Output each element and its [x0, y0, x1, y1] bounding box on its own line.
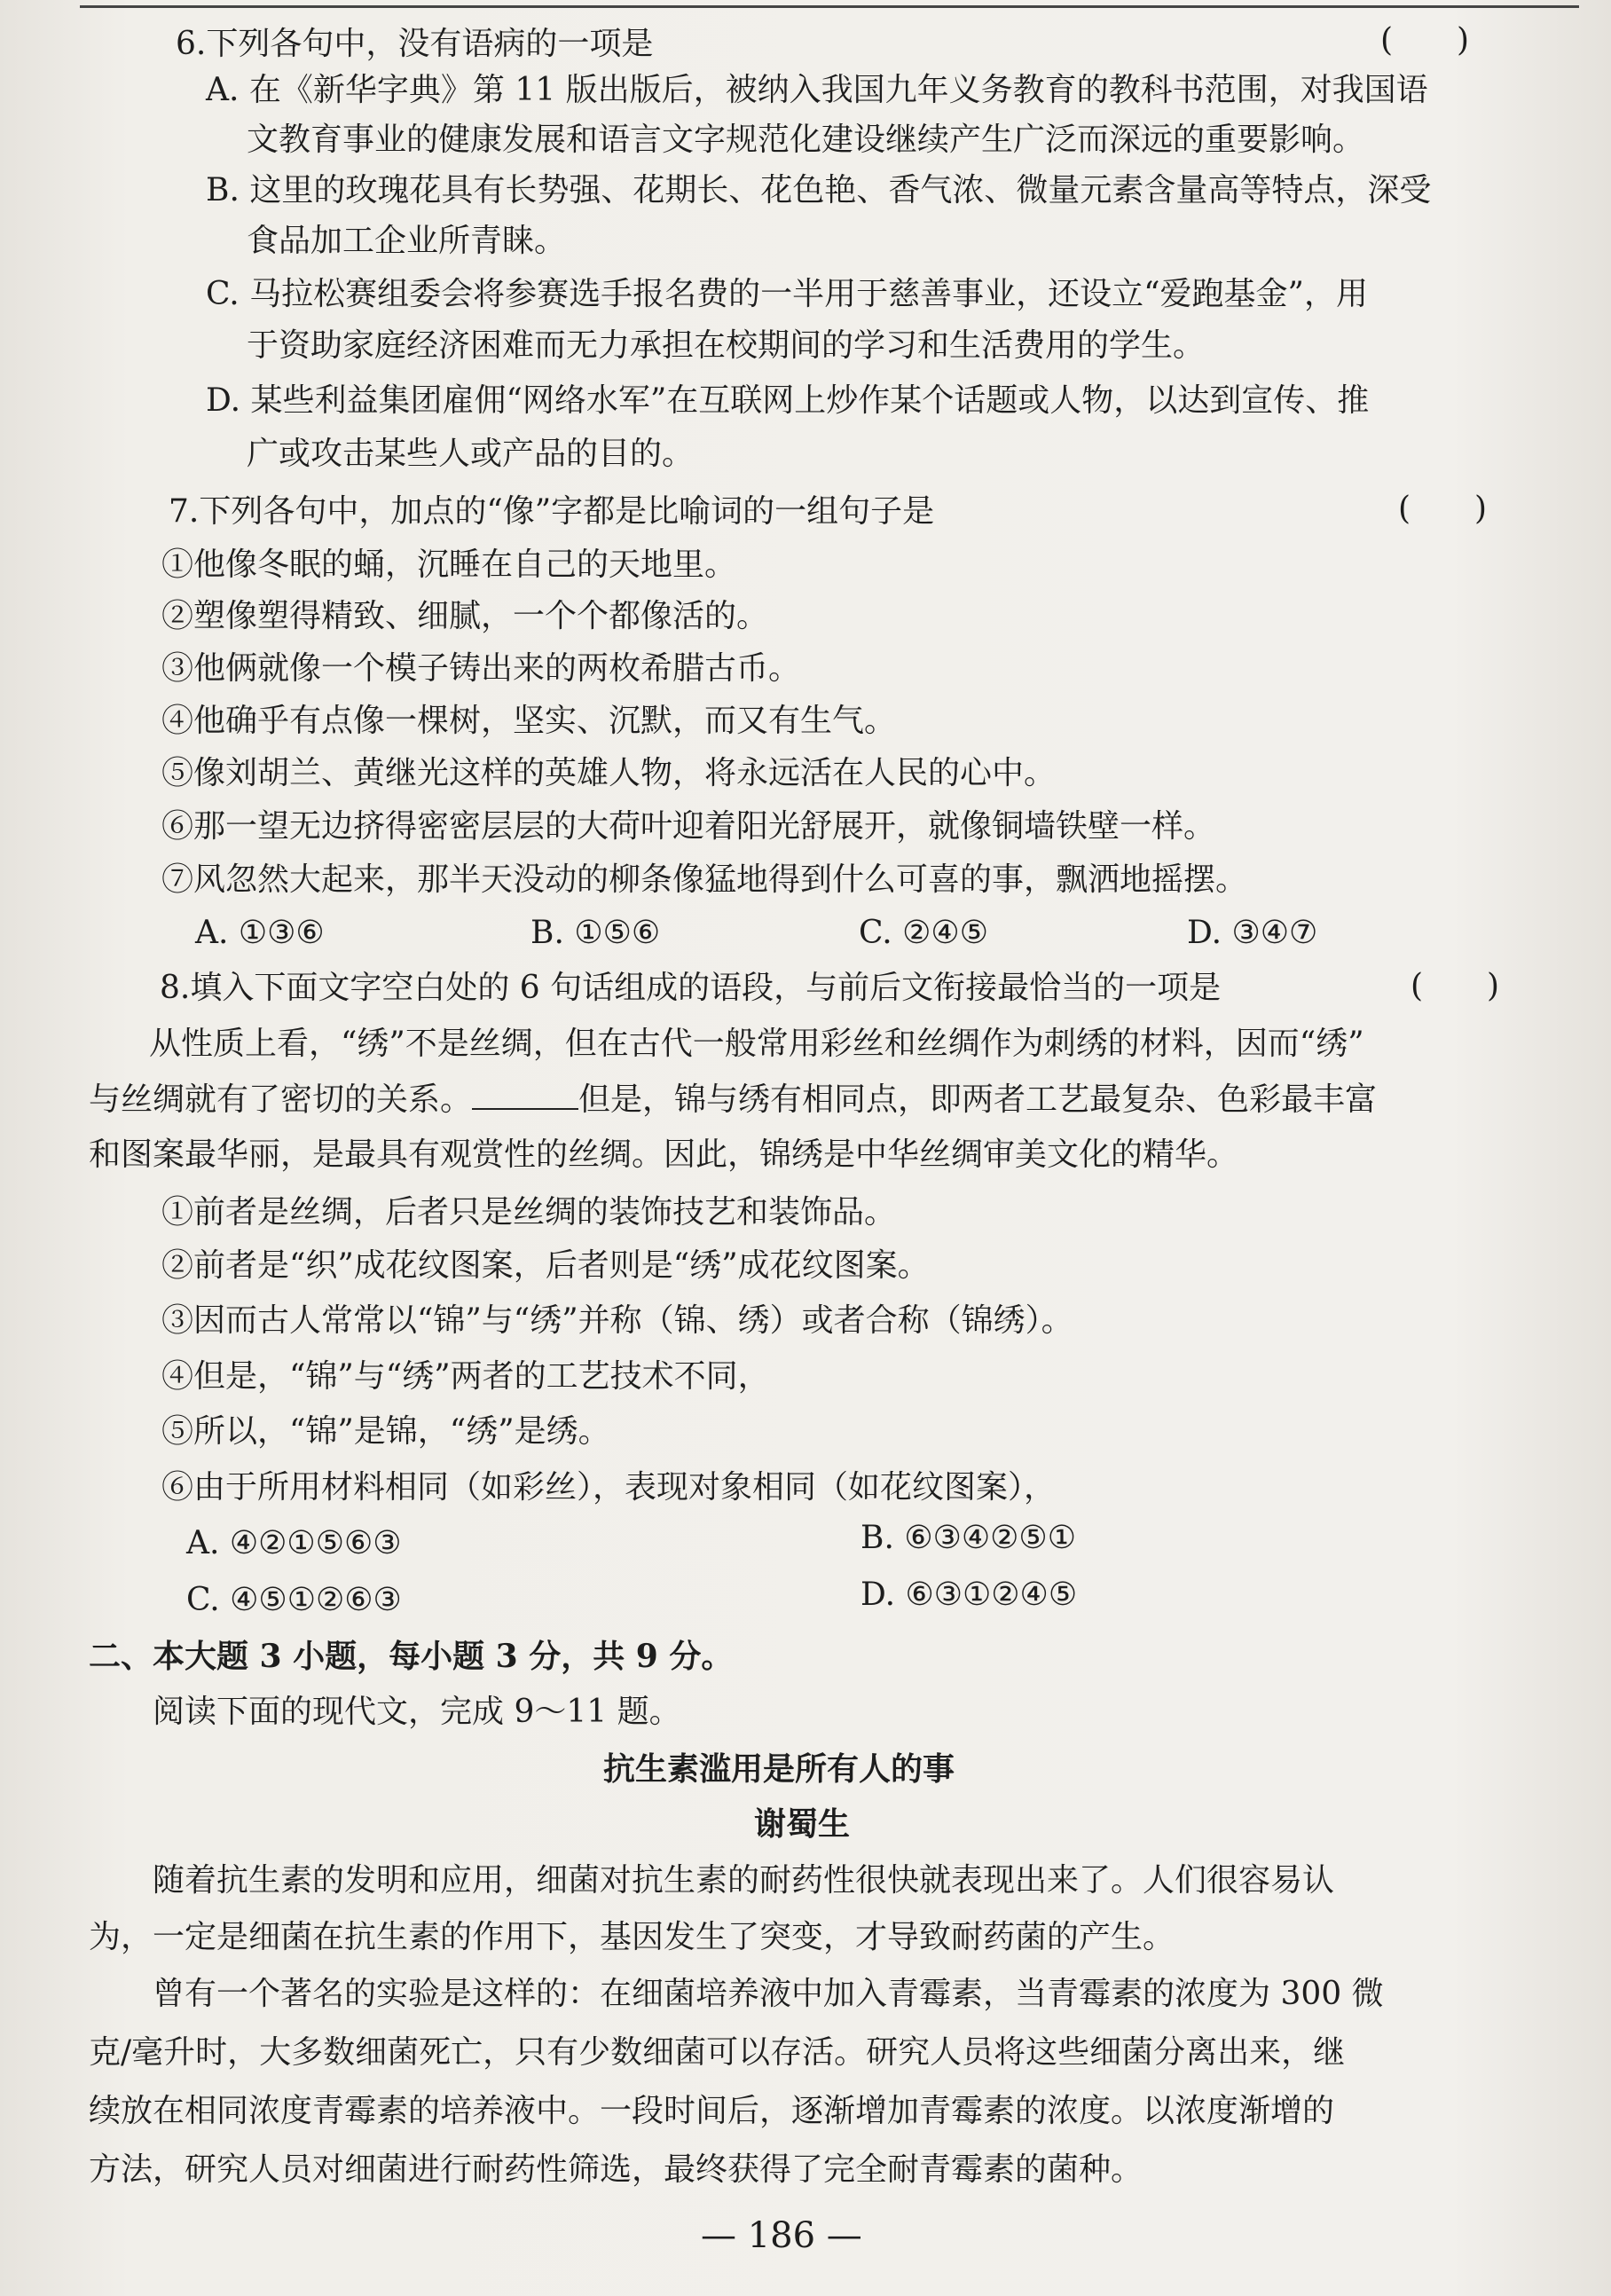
q6-option-b-line2: 食品加工企业所青睐。 [247, 223, 567, 259]
article-author: 谢蜀生 [754, 1805, 851, 1843]
q8-option-d: D. ⑥③①②④⑤ [861, 1577, 1078, 1613]
article-title: 抗生素滥用是所有人的事 [603, 1750, 955, 1788]
q8-option-c: C. ④⑤①②⑥③ [186, 1582, 402, 1618]
article-line-6: 方法，研究人员对细菌进行耐药性筛选，最终获得了完全耐青霉素的菌种。 [89, 2151, 1143, 2188]
q8-passage-line3: 和图案最华丽，是最具有观赏性的丝绸。因此，锦绣是中华丝绸审美文化的精华。 [89, 1136, 1239, 1173]
q7-sentence-6: ⑥那一望无边挤得密密层层的大荷叶迎着阳光舒展开，就像铜墙铁壁一样。 [161, 808, 1216, 845]
article-line-2: 为，一定是细菌在抗生素的作用下，基因发生了突变，才导致耐药菌的产生。 [89, 1919, 1175, 1955]
q7-answer-paren: ( ) [1398, 491, 1488, 527]
q6-stem: 6.下列各句中，没有语病的一项是 [176, 26, 654, 62]
q7-option-b: B. ①⑤⑥ [530, 915, 661, 951]
q7-sentence-3: ③他俩就像一个模子铸出来的两枚希腊古币。 [161, 650, 801, 687]
q6-option-d-line1: D. 某些利益集团雇佣“网络水军”在互联网上炒作某个话题或人物，以达到宣传、推 [206, 382, 1370, 419]
q8-sentence-3: ③因而古人常常以“锦”与“绣”并称（锦、绣）或者合称（锦绣）。 [161, 1302, 1073, 1339]
q7-option-a: A. ①③⑥ [195, 915, 325, 951]
q8-sentence-1: ①前者是丝绸，后者只是丝绸的装饰技艺和装饰品。 [161, 1194, 897, 1231]
q7-sentence-1: ①他像冬眠的蛹，沉睡在自己的天地里。 [161, 546, 737, 583]
q8-blank [472, 1081, 578, 1110]
q8-option-b: B. ⑥③④②⑤① [861, 1520, 1076, 1556]
q7-sentence-7: ⑦风忽然大起来，那半天没动的柳条像猛地得到什么可喜的事，飘洒地摇摆。 [161, 861, 1248, 898]
article-line-5: 续放在相同浓度青霉素的培养液中。一段时间后，逐渐增加青霉素的浓度。以浓度渐增的 [89, 2093, 1335, 2129]
article-line-3: 曾有一个著名的实验是这样的：在细菌培养液中加入青霉素，当青霉素的浓度为 300 微 [153, 1976, 1384, 2012]
q8-passage-line2-before: 与丝绸就有了密切的关系。 [89, 1081, 473, 1118]
q7-option-d: D. ③④⑦ [1187, 915, 1318, 951]
q8-passage-line2-after: 但是，锦与绣有相同点，即两者工艺最复杂、色彩最丰富 [578, 1081, 1378, 1118]
q8-answer-paren: ( ) [1411, 968, 1500, 1004]
q8-sentence-4: ④但是，“锦”与“绣”两者的工艺技术不同， [161, 1358, 770, 1395]
article-line-1: 随着抗生素的发明和应用，细菌对抗生素的耐药性很快就表现出来了。人们很容易认 [153, 1862, 1335, 1899]
article-line-4: 克/毫升时，大多数细菌死亡，只有少数细菌可以存活。研究人员将这些细菌分离出来，继 [89, 2034, 1346, 2071]
q8-passage-line2 [89, 1081, 1377, 1120]
q6-option-c-line2: 于资助家庭经济困难而无力承担在校期间的学习和生活费用的学生。 [247, 327, 1206, 364]
q7-sentence-2: ②塑像塑得精致、细腻，一个个都像活的。 [161, 598, 769, 634]
q7-stem: 7.下列各句中，加点的“像”字都是比喻词的一组句子是 [169, 493, 935, 530]
q8-passage-line1: 从性质上看，“绣”不是丝绸，但在古代一般常用彩丝和丝绸作为刺绣的材料，因而“绣” [149, 1026, 1364, 1062]
section-2-heading: 二、本大题 3 小题，每小题 3 分，共 9 分。 [89, 1638, 734, 1675]
q6-option-a-line1: A. 在《新华字典》第 11 版出版后，被纳入我国九年义务教育的教科书范围，对我国语 [206, 72, 1428, 108]
q6-option-d-line2: 广或攻击某些人或产品的目的。 [247, 436, 695, 472]
section-2-intro: 阅读下面的现代文，完成 9～11 题。 [153, 1694, 681, 1730]
top-rule [80, 5, 1579, 8]
q7-sentence-4: ④他确乎有点像一棵树，坚实、沉默，而又有生气。 [161, 703, 897, 739]
q6-answer-paren: ( ) [1380, 22, 1470, 59]
q8-sentence-6: ⑥由于所用材料相同（如彩丝），表现对象相同（如花纹图案）， [161, 1469, 1057, 1506]
q8-sentence-5: ⑤所以，“锦”是锦，“绣”是绣。 [161, 1413, 610, 1450]
page-number: — 186 — [701, 2215, 862, 2256]
q8-sentence-2: ②前者是“织”成花纹图案，后者则是“绣”成花纹图案。 [161, 1247, 930, 1284]
q6-option-a-line2: 文教育事业的健康发展和语言文字规范化建设继续产生广泛而深远的重要影响。 [247, 122, 1365, 158]
q8-option-a: A. ④②①⑤⑥③ [186, 1525, 402, 1561]
q6-option-c-line1: C. 马拉松赛组委会将参赛选手报名费的一半用于慈善事业，还设立“爱跑基金”，用 [206, 276, 1368, 312]
q8-stem: 8.填入下面文字空白处的 6 句话组成的语段，与前后文衔接最恰当的一项是 [160, 970, 1222, 1006]
q7-sentence-5: ⑤像刘胡兰、黄继光这样的英雄人物，将永远活在人民的心中。 [161, 755, 1057, 791]
q6-option-b-line1: B. 这里的玫瑰花具有长势强、花期长、花色艳、香气浓、微量元素含量高等特点，深受 [206, 172, 1432, 208]
q7-option-c: C. ②④⑤ [859, 915, 988, 951]
